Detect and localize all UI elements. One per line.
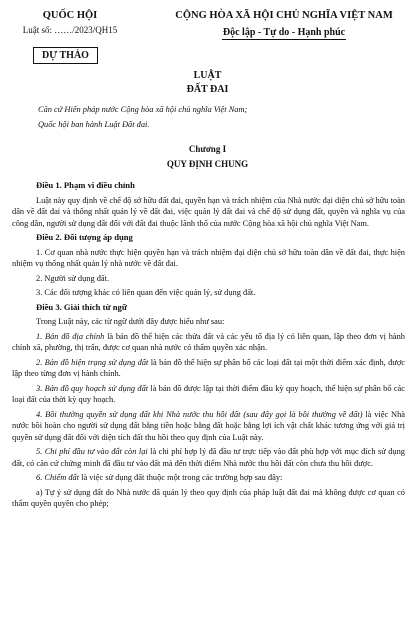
article-heading: Điều 2. Đối tượng áp dụng: [36, 232, 133, 242]
chapter-name: QUY ĐỊNH CHUNG: [166, 159, 249, 169]
definition-text: là bản đồ thể hiện các thửa đất và các yếu tố địa lý có liên quan, lập theo đơn vị hành chính xã, phường, thị trấn, được cơ quan nhà nước có thẩm quyền xác nhận.: [12, 331, 405, 352]
definition-item: [12, 331, 405, 354]
definition-text: là chi phí hợp lý đã đầu tư trực tiếp vào đất phù hợp với mục đích sử dụng đất, có căn cứ chứng minh đã đầu tư vào đất mà đến thời điểm Nhà nước thu hồi đất còn chưa thu hồi được.: [12, 447, 405, 468]
defined-term: 2. Bản đồ hiện trạng sử dụng đất: [36, 357, 149, 367]
law-number: Luật số: ……/2023/QH15: [22, 25, 118, 35]
defined-term: 5. Chi phí đầu tư vào đất còn lại: [36, 447, 148, 456]
article-intro: Trong Luật này, các từ ngữ dưới đây được hiểu như sau:: [36, 317, 225, 326]
defined-term: 3. Bản đồ quy hoạch sử dụng đất: [36, 383, 149, 393]
definition-text: là bản đồ thể hiện sự phân bố các loại đất tại một thời điểm xác định, được lập theo từng đơn vị hành chính.: [12, 357, 405, 378]
defined-term: 1. Bản đồ địa chính: [36, 331, 105, 341]
basis-line: Quốc hội ban hành Luật Đất đai.: [38, 119, 150, 129]
national-motto: Độc lập - Tự do - Hạnh phúc: [222, 27, 346, 38]
defined-term: 4. Bồi thường quyền sử dụng đất khi Nhà nước thu hồi đất (sau đây gọi là bồi thường về đất): [36, 409, 363, 419]
agency-block: [10, 9, 130, 36]
basis-line: Căn cứ Hiến pháp nước Cộng hòa xã hội chủ nghĩa Việt Nam;: [38, 105, 248, 114]
definition-item: [12, 383, 405, 406]
definition-text: là việc Nhà nước bồi hoàn cho người sử dụng đất bằng tiền hoặc bằng đất hoặc bằng lợi ích vật chất khác tương ứng với giá trị quyền sử dụng đất đối với diện tích đất thu hồi theo quy định của Luật này.: [12, 409, 405, 442]
legal-basis: [12, 104, 405, 133]
definition-text: là bản đồ được lập tại thời điểm đầu kỳ quy hoạch, thể hiện sự phân bổ các loại đất của thời kỳ quy hoạch.: [12, 383, 405, 404]
definition-item: [12, 472, 405, 484]
republic-name: CỘNG HÒA XÃ HỘI CHỦ NGHĨA VIỆT NAM: [175, 10, 393, 21]
article-heading: Điều 3. Giải thích từ ngữ: [36, 301, 128, 312]
agency-name: QUỐC HỘI: [42, 10, 98, 21]
document-title: ĐẤT ĐAI: [186, 84, 229, 95]
chapter-number: Chương I: [188, 144, 227, 154]
article-item: 2. Người sử dụng đất.: [36, 273, 110, 283]
definition-subitem: a) Tự ý sử dụng đất do Nhà nước đã quản lý theo quy định của pháp luật đất đai mà không được cơ quan có thẩm quyền quyền cho phép;: [12, 487, 405, 508]
national-header: [160, 9, 408, 40]
document-body: [12, 180, 405, 513]
article-item: 3. Các đối tượng khác có liên quan đến việc quản lý, sử dụng đất.: [36, 288, 256, 297]
definition-text: là việc sử dụng đất thuộc một trong các trường hợp sau đây:: [79, 473, 283, 482]
article-paragraph: Luật này quy định về chế độ sở hữu đất đai, quyền hạn và trách nhiệm của Nhà nước đại diện chủ sở hữu toàn dân về đất đai và thống nhất quản lý về đất đai, việc quản lý đất đai và chế độ sử dụng đất, quyền và nghĩa vụ của công dân, người sử dụng đất đối với đất đai thuộc lãnh thổ của nước Cộng hòa xã hội chủ nghĩa Việt Nam.: [12, 195, 405, 228]
defined-term: 6. Chiếm đất: [36, 473, 80, 482]
article-heading: Điều 1. Phạm vi điều chỉnh: [36, 180, 135, 190]
document-type: LUẬT: [193, 70, 222, 81]
definition-item: [12, 357, 405, 380]
article-item: 1. Cơ quan nhà nước thực hiện quyền hạn và trách nhiệm đại diện chủ sở hữu toàn dân về đất đai, thực hiện nhiệm vụ thống nhất quản lý nhà nước về đất đai.: [12, 247, 405, 268]
definition-item: [12, 446, 405, 469]
draft-label: DỰ THẢO: [33, 47, 98, 64]
definition-item: [12, 409, 405, 444]
